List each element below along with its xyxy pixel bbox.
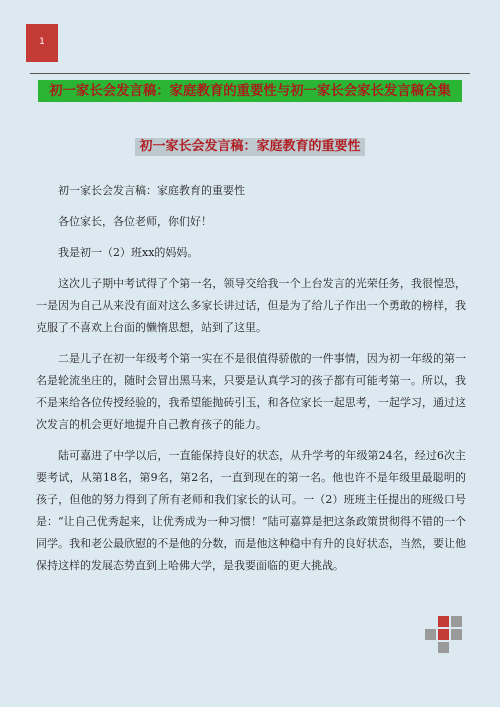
logo-square bbox=[451, 629, 462, 640]
paragraph: 各位家长，各位老师，你们好！ bbox=[58, 215, 212, 228]
logo-square bbox=[425, 629, 436, 640]
page-number: 1 bbox=[39, 37, 45, 47]
document-body bbox=[36, 180, 466, 586]
paragraph: 我是初一（2）班xx的妈妈。 bbox=[58, 246, 199, 259]
logo-square bbox=[451, 616, 462, 627]
logo-square bbox=[438, 629, 449, 640]
paragraph: 初一家长会发言稿：家庭教育的重要性 bbox=[58, 184, 245, 197]
paragraph: 二是儿子在初一年级考个第一实在不是很值得骄傲的一件事情，因为初一年级的第一名是轮流坐庄的，随时会冒出黑马来，只要是认真学习的孩子都有可能考第一。所以，我不是来给各位传授经验的，我希望能抛砖引玉，和各位家长一起思考，一起学习，通过这次发言的机会更好地提升自己教育孩子的能力。 bbox=[36, 352, 466, 431]
document-title: 初一家长会发言稿：家庭教育的重要性与初一家长会家长发言稿合集 bbox=[38, 80, 462, 102]
logo-square bbox=[438, 616, 449, 627]
corner-logo-icon bbox=[418, 616, 472, 652]
paragraph: 陆可嘉进了中学以后，一直能保持良好的状态，从升学考的年级第24名，经过6次主要考试，从第18名，第9名，第2名，一直到现在的第一名。他也许不是年级里最聪明的孩子，但他的努力得到了所有老师和我们家长的认可。一（2）班班主任提出的班级口号是：“让自己优秀起来，让优秀成为一种习惯！”陆可嘉算是把这条政策贯彻得不错的一个同学。我和老公最欣慰的不是他的分数，而是他这种稳中有升的良好状态，当然，要让他保持这样的发展态势直到上哈佛大学，是我要面临的更大挑战。 bbox=[36, 449, 466, 572]
page-number-badge bbox=[26, 24, 58, 62]
paragraph: 这次儿子期中考试得了个第一名，领导交给我一个上台发言的光荣任务，我很惶恐，一是因为自己从来没有面对这么多家长讲过话，但是为了给儿子作出一个勇敢的榜样，我克服了不喜欢上台面的懒惰思想，站到了这里。 bbox=[36, 277, 466, 334]
logo-square bbox=[438, 642, 449, 653]
section-title: 初一家长会发言稿：家庭教育的重要性 bbox=[135, 138, 364, 156]
header-divider bbox=[30, 73, 470, 74]
section-title-wrap bbox=[0, 135, 500, 156]
